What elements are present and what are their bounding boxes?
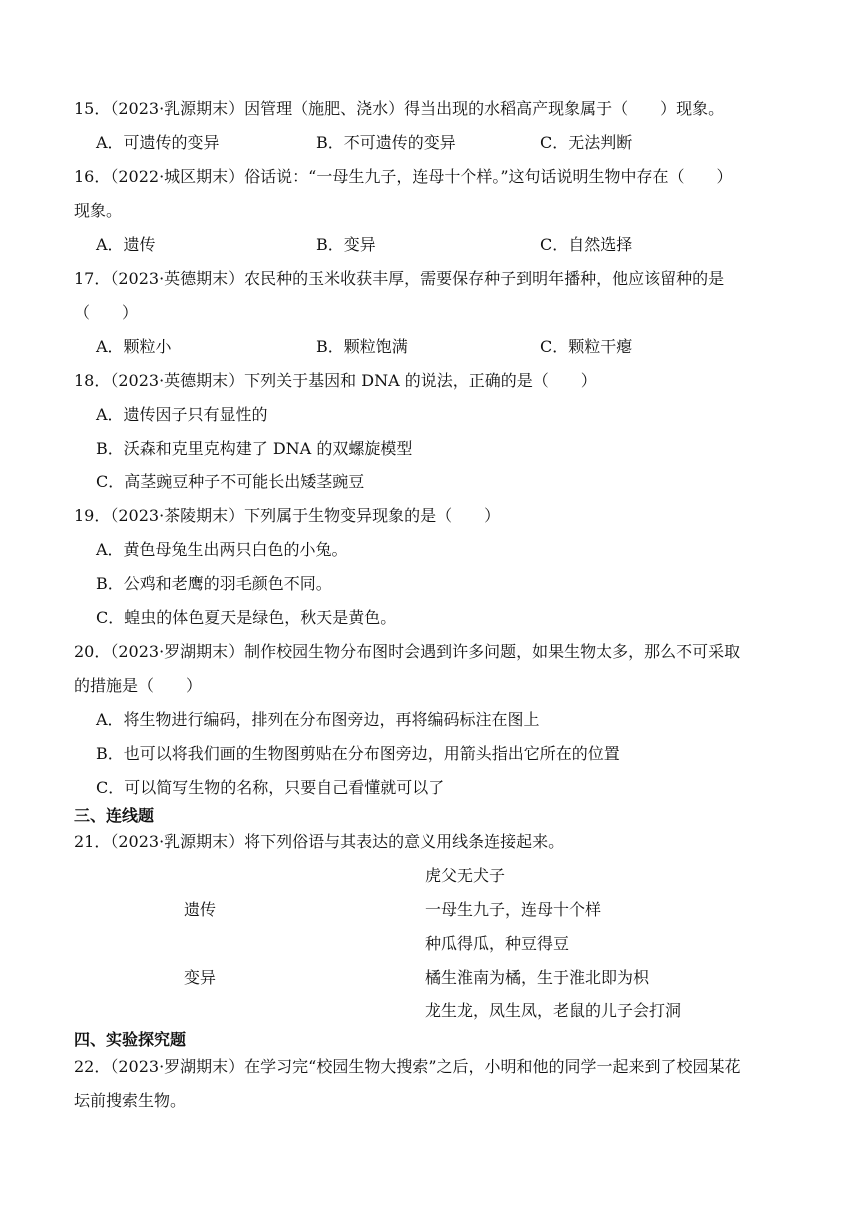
question-20-stem-cont: 的措施是（ ） [74, 676, 203, 695]
question-20-stem: 20．（2023·罗湖期末）制作校园生物分布图时会遇到许多问题，如果生物太多，那么不可采取 [74, 642, 741, 661]
match-right-item: 橘生淮南为橘，生于淮北即为枳 [425, 968, 650, 987]
q15-option-b: B．不可遗传的变异 [316, 133, 456, 152]
question-16-stem-cont: 现象。 [74, 201, 123, 220]
question-19-stem: 19．（2023·茶陵期末）下列属于生物变异现象的是（ ） [74, 506, 501, 525]
match-right-item: 种瓜得瓜，种豆得豆 [425, 934, 570, 953]
q18-option-a: A．遗传因子只有显性的 [96, 405, 268, 424]
q19-option-c: C．蝗虫的体色夏天是绿色，秋天是黄色。 [96, 608, 397, 627]
q19-option-b: B．公鸡和老鹰的羽毛颜色不同。 [96, 574, 332, 593]
question-22-stem: 22．（2023·罗湖期末）在学习完“校园生物大搜索”之后，小明和他的同学一起来到了校园某花 [74, 1057, 741, 1076]
match-right-item: 一母生九子，连母十个样 [425, 900, 602, 919]
section-3-title: 三、连线题 [74, 806, 155, 825]
q18-option-b: B．沃森和克里克构建了 DNA 的双螺旋模型 [96, 439, 413, 458]
q20-option-b: B．也可以将我们画的生物图剪贴在分布图旁边，用箭头指出它所在的位置 [96, 744, 620, 763]
q18-option-c: C．高茎豌豆种子不可能长出矮茎豌豆 [96, 472, 365, 491]
question-18-stem: 18．（2023·英德期末）下列关于基因和 DNA 的说法，正确的是（ ） [74, 371, 597, 390]
question-21-stem: 21．（2023·乳源期末）将下列俗语与其表达的意义用线条连接起来。 [74, 832, 565, 851]
q17-option-c: C．颗粒干瘪 [540, 337, 633, 356]
q17-option-a: A．颗粒小 [96, 337, 172, 356]
q16-option-a: A．遗传 [96, 235, 156, 254]
question-15-stem: 15．（2023·乳源期末）因管理（施肥、浇水）得当出现的水稻高产现象属于（ ）现象。 [74, 99, 725, 118]
q15-option-c: C．无法判断 [540, 133, 633, 152]
q19-option-a: A．黄色母兔生出两只白色的小兔。 [96, 540, 348, 559]
question-17-stem-cont: （ ） [74, 303, 139, 322]
match-left-item-heredity: 遗传 [184, 900, 217, 919]
q17-option-b: B．颗粒饱满 [316, 337, 408, 356]
q16-option-c: C．自然选择 [540, 235, 633, 254]
question-16-stem: 16．（2022·城区期末）俗话说：“一母生九子，连母十个样。”这句话说明生物中存在（ ） [74, 167, 733, 186]
question-17-stem: 17．（2023·英德期末）农民种的玉米收获丰厚，需要保存种子到明年播种，他应该留种的是 [74, 269, 725, 288]
q20-option-c: C．可以简写生物的名称，只要自己看懂就可以了 [96, 778, 445, 797]
q20-option-a: A．将生物进行编码，排列在分布图旁边，再将编码标注在图上 [96, 710, 540, 729]
q16-option-b: B．变异 [316, 235, 376, 254]
q15-option-a: A．可遗传的变异 [96, 133, 220, 152]
match-right-item: 龙生龙，凤生凤，老鼠的儿子会打洞 [425, 1001, 682, 1020]
question-22-stem-cont: 坛前搜索生物。 [74, 1091, 187, 1110]
section-4-title: 四、实验探究题 [74, 1030, 187, 1049]
match-right-item: 虎父无犬子 [425, 866, 506, 885]
match-left-item-variation: 变异 [184, 968, 217, 987]
